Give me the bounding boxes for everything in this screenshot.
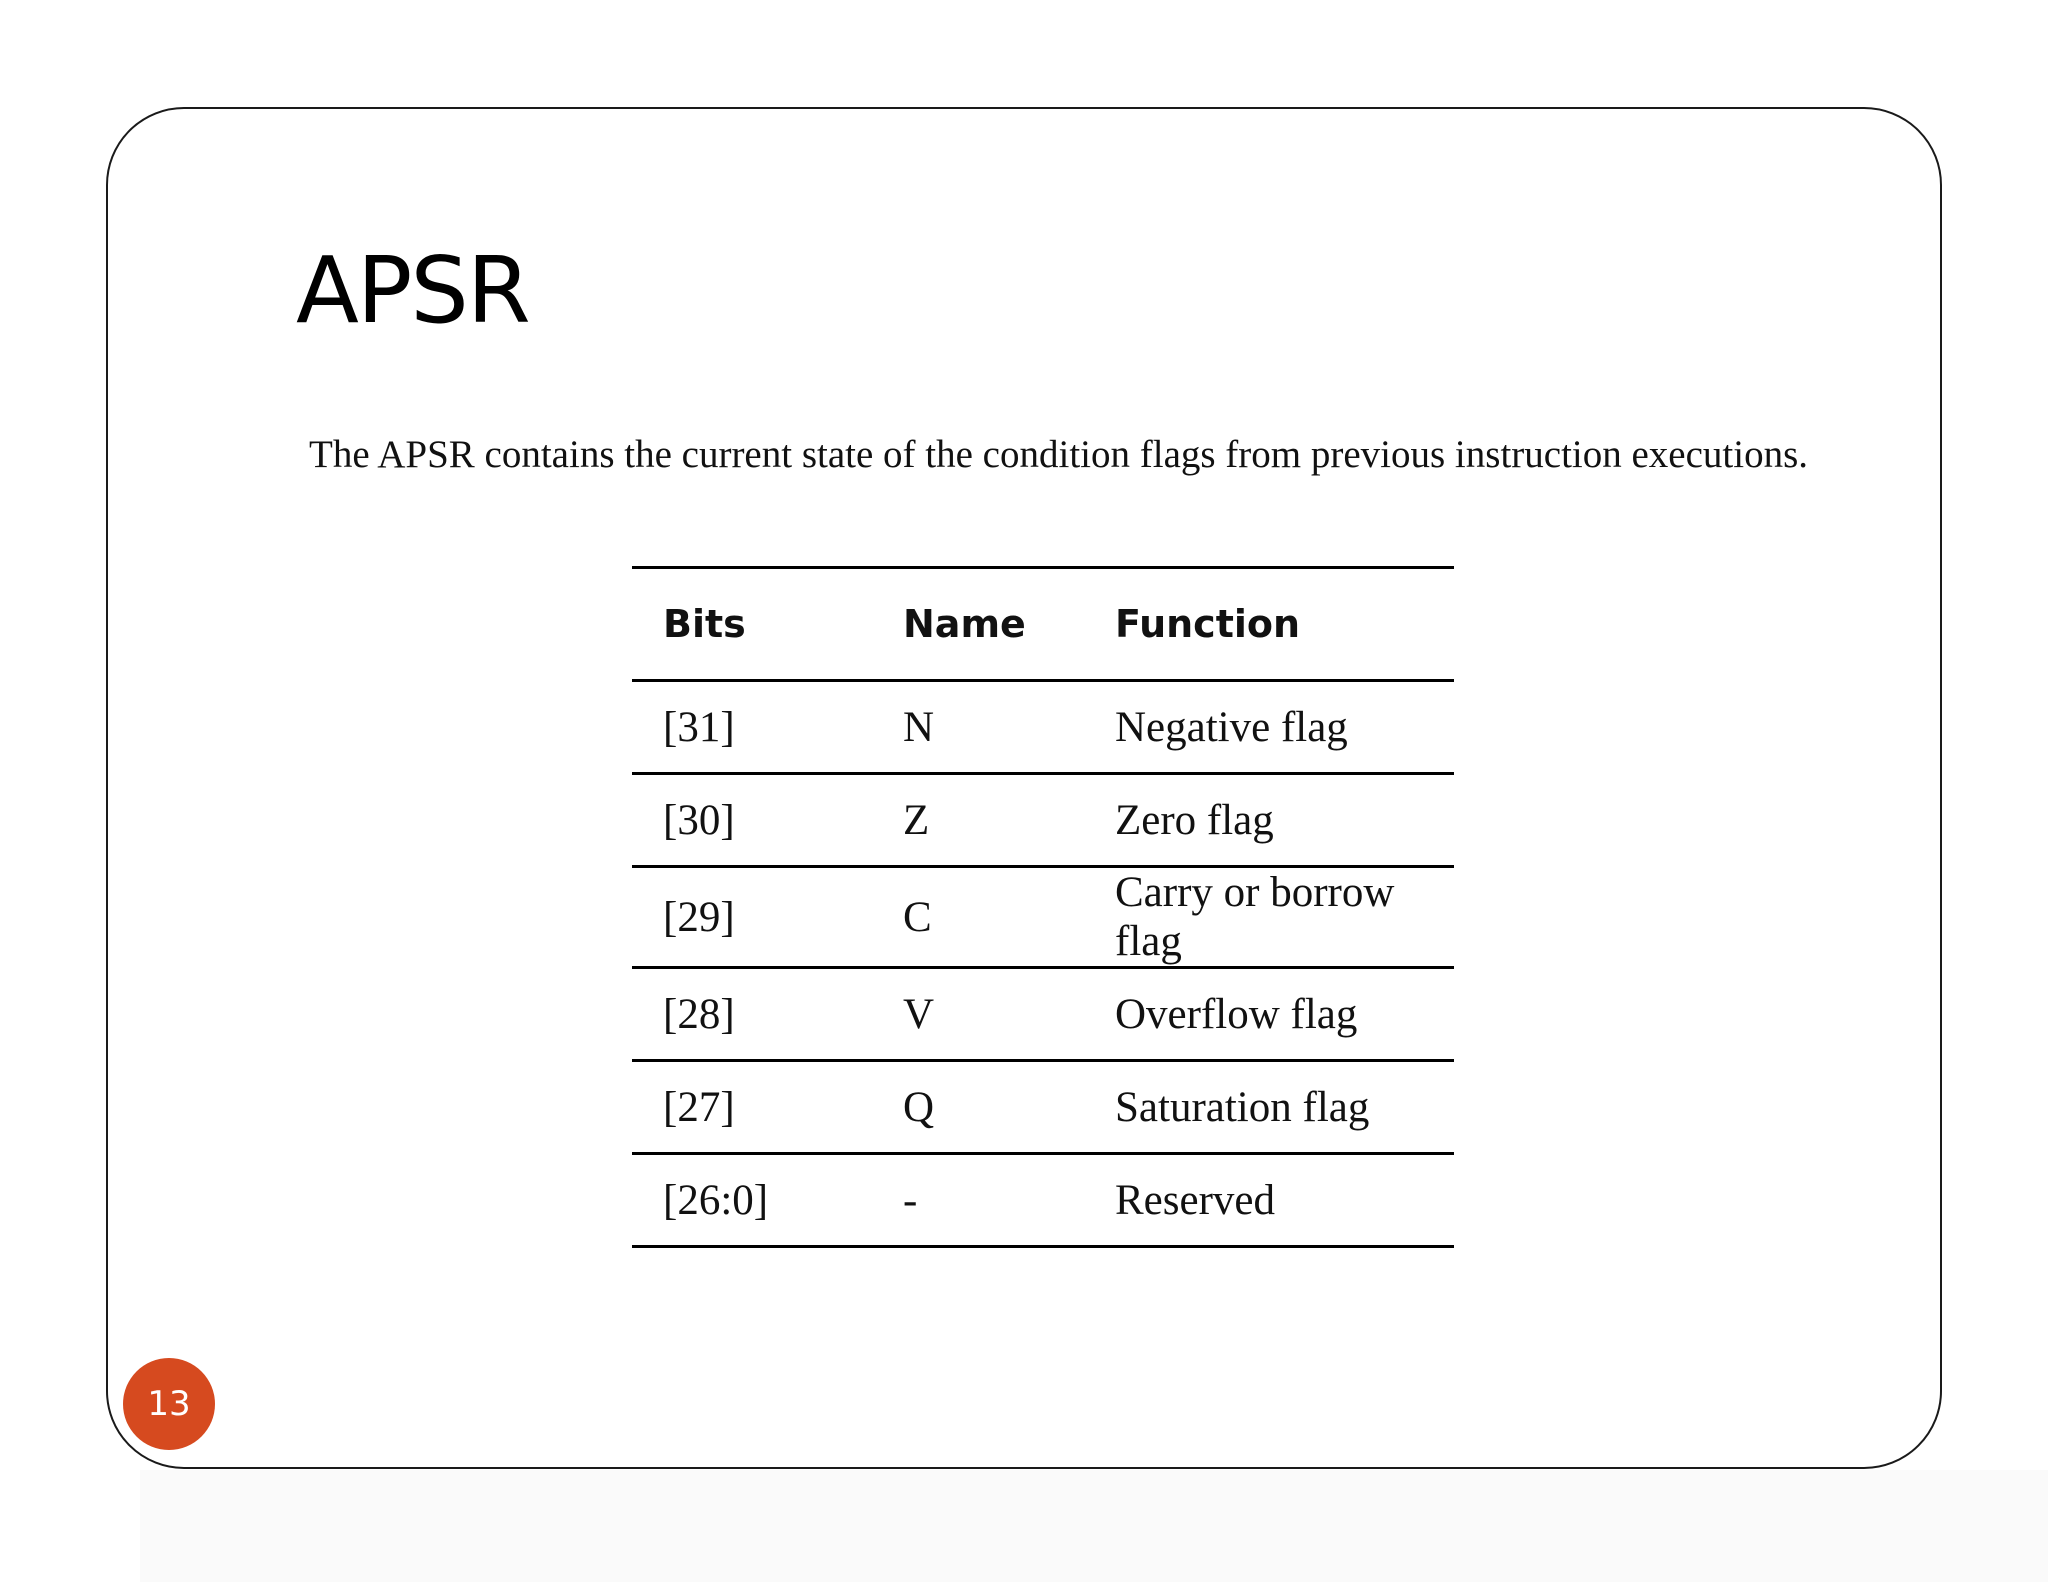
header-name: Name: [872, 568, 1084, 681]
table-row: [632, 774, 1454, 867]
cell-bits: [27]: [632, 1061, 872, 1154]
apsr-flags-table: [632, 566, 1454, 1248]
slide-title: APSR: [296, 237, 529, 344]
cell-function: Saturation flag: [1084, 1061, 1454, 1154]
slide-body-text: The APSR contains the current state of the condition flags from previous instruction executions.: [309, 433, 1809, 476]
header-function: Function: [1084, 568, 1454, 681]
header-bits: Bits: [632, 568, 872, 681]
table-row: [632, 867, 1454, 968]
table-row: [632, 1154, 1454, 1247]
cell-function: Negative flag: [1084, 681, 1454, 774]
cell-name: Q: [872, 1061, 1084, 1154]
table-row: [632, 1061, 1454, 1154]
cell-bits: [29]: [632, 867, 872, 968]
cell-name: V: [872, 968, 1084, 1061]
cell-name: -: [872, 1154, 1084, 1247]
page-number-badge: [123, 1358, 215, 1450]
cell-name: N: [872, 681, 1084, 774]
cell-function: Carry or borrow flag: [1084, 867, 1454, 968]
cell-bits: [26:0]: [632, 1154, 872, 1247]
cell-function: Zero flag: [1084, 774, 1454, 867]
table-row: [632, 681, 1454, 774]
cell-name: C: [872, 867, 1084, 968]
cell-bits: [30]: [632, 774, 872, 867]
cell-bits: [31]: [632, 681, 872, 774]
cell-name: Z: [872, 774, 1084, 867]
table-row: [632, 968, 1454, 1061]
cell-function: Overflow flag: [1084, 968, 1454, 1061]
table-header-row: [632, 568, 1454, 681]
cell-function: Reserved: [1084, 1154, 1454, 1247]
page-number-label: 13: [147, 1384, 191, 1424]
page-bottom-shade: [140, 1470, 2048, 1582]
cell-bits: [28]: [632, 968, 872, 1061]
